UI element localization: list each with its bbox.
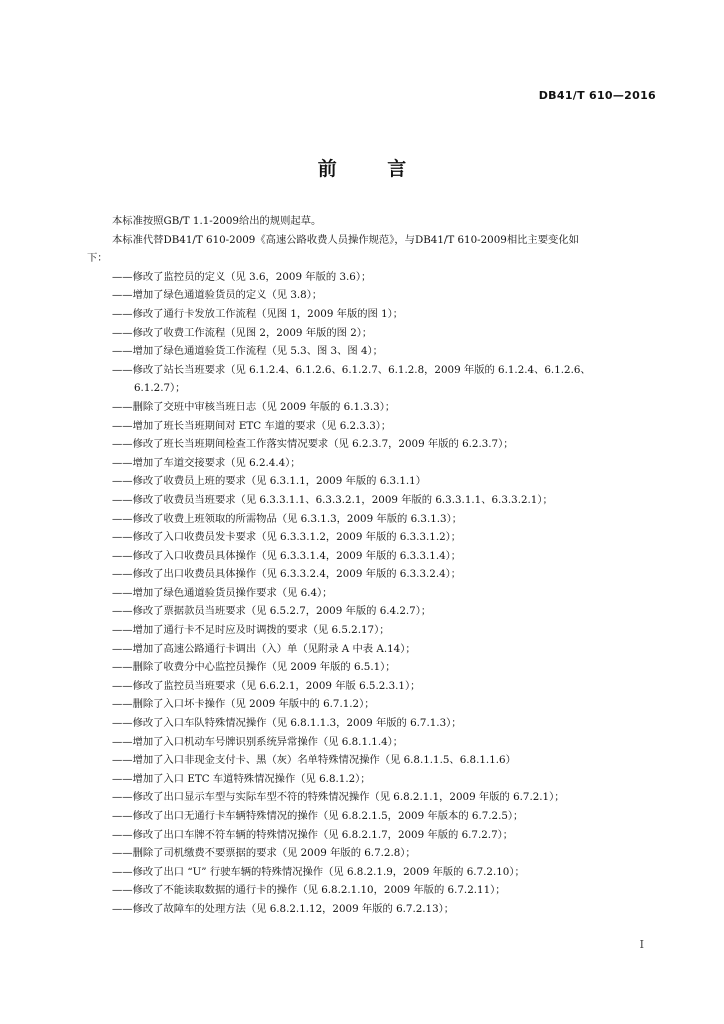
list-item: ——增加了入口非现金支付卡、黑（灰）名单特殊情况操作（见 6.8.1.1.5、6.8.1.1.6）	[112, 754, 516, 767]
list-item: ——修改了出口车牌不符车辆的特殊情况操作（见 6.8.2.1.7，2009 年版的 6.7.2.7）；	[112, 828, 514, 841]
list-item: ——删除了收费分中心监控员操作（见 2009 年版的 6.5.1）；	[112, 661, 396, 674]
list-item: ——修改了出口收费员具体操作（见 6.3.3.2.4，2009 年版的 6.3.3.2.4）；	[112, 568, 462, 581]
intro-paragraph-2-continuation: 下：	[87, 252, 108, 265]
list-item: ——修改了收费员上班的要求（见 6.3.1.1，2009 年版的 6.3.1.1）	[112, 475, 427, 488]
list-item: ——修改了故障车的处理方法（见 6.8.2.1.12，2009 年版的 6.7.2.13）；	[112, 902, 455, 915]
list-item: ——修改了收费工作流程（见图 2，2009 年版的图 2）；	[112, 326, 373, 339]
list-item: ——增加了高速公路通行卡调出（入）单（见附录 A 中表 A.14）；	[112, 642, 416, 655]
list-item: ——修改了出口显示车型与实际车型不符的特殊情况操作（见 6.8.2.1.1，2009 年版的 6.7.2.1）；	[112, 791, 565, 804]
list-item: ——修改了入口收费员具体操作（见 6.3.3.1.4，2009 年版的 6.3.3.1.4）；	[112, 549, 462, 562]
foreword-body	[87, 212, 660, 919]
list-item: ——增加了绿色通道验货员的定义（见 3.8）；	[112, 289, 323, 302]
list-item: ——修改了入口收费员发卡要求（见 6.3.3.1.2，2009 年版的 6.3.3.1.2）；	[112, 531, 462, 544]
list-item: ——增加了绿色通道验货工作流程（见 5.3、图 3、图 4）；	[112, 345, 383, 358]
list-item: ——增加了通行卡不足时应及时调拨的要求（见 6.5.2.17）；	[112, 624, 390, 637]
list-item: ——修改了监控员的定义（见 3.6，2009 年版的 3.6）；	[112, 270, 372, 283]
list-item: ——修改了监控员当班要求（见 6.6.2.1，2009 年版 6.5.2.3.1）；	[112, 679, 421, 692]
list-item: ——修改了收费上班领取的所需物品（见 6.3.1.3，2009 年版的 6.3.1.3）；	[112, 512, 463, 525]
list-item: ——修改了入口车队特殊情况操作（见 6.8.1.1.3，2009 年版的 6.7.1.3）；	[112, 717, 462, 730]
list-item: ——增加了绿色通道验货员操作要求（见 6.4）；	[112, 586, 333, 599]
change-list	[90, 268, 660, 919]
list-item-continuation	[90, 379, 660, 398]
list-item: ——修改了通行卡发放工作流程（见图 1，2009 年版的图 1）；	[112, 307, 404, 320]
list-item: ——修改了出口 “U” 行驶车辆的特殊情况操作（见 6.8.2.1.9，2009 年版的 6.7.2.10）；	[112, 865, 525, 878]
intro-paragraph-1: 本标准按照GB/T 1.1-2009给出的规则起草。	[112, 215, 322, 227]
list-item: ——修改了班长当班期间检查工作落实情况要求（见 6.2.3.7，2009 年版的 6.2.3.7）；	[112, 438, 514, 451]
page-title: 前 言	[317, 158, 429, 180]
list-item: ——增加了入口 ETC 车道特殊情况操作（见 6.8.1.2）；	[112, 772, 371, 785]
list-item: ——修改了不能读取数据的通行卡的操作（见 6.8.2.1.10，2009 年版的 6.7.2.11）；	[112, 884, 506, 897]
list-item: ——增加了入口机动车号牌识别系统异常操作（见 6.8.1.1.4）；	[112, 735, 404, 748]
standard-code: DB41/T 610—2016	[538, 89, 656, 102]
list-item: ——修改了票据款员当班要求（见 6.5.2.7，2009 年版的 6.4.2.7）；	[112, 605, 432, 618]
list-item: ——修改了收费员当班要求（见 6.3.3.1.1、6.3.3.2.1，2009 年版的 6.3.3.1.1、6.3.3.2.1）；	[112, 493, 553, 506]
page-number: I	[639, 938, 644, 951]
list-item: ——删除了司机缴费不要票据的要求（见 2009 年版的 6.7.2.8）；	[112, 847, 416, 860]
list-item: ——删除了交班中审核当班日志（见 2009 年版的 6.1.3.3）；	[112, 400, 396, 413]
list-item: ——修改了站长当班要求（见 6.1.2.4、6.1.2.6、6.1.2.7、6.1.2.8，2009 年版的 6.1.2.4、6.1.2.6、	[112, 363, 591, 376]
list-item: ——删除了入口坏卡操作（见 2009 年版中的 6.7.1.2）；	[112, 698, 375, 711]
list-item: ——修改了出口无通行卡车辆特殊情况的操作（见 6.8.2.1.5，2009 年版本的 6.7.2.5）；	[112, 810, 524, 822]
intro-paragraph-2: 本标准代替DB41/T 610-2009《高速公路收费人员操作规范》，与DB41/T 610-2009相比主要变化如	[112, 233, 579, 246]
list-item-continuation-text: 6.1.2.7）；	[134, 382, 186, 395]
list-item: ——增加了班长当班期间对 ETC 车道的要求（见 6.2.3.3）；	[112, 419, 392, 432]
list-item: ——增加了车道交接要求（见 6.2.4.4）；	[112, 456, 301, 469]
